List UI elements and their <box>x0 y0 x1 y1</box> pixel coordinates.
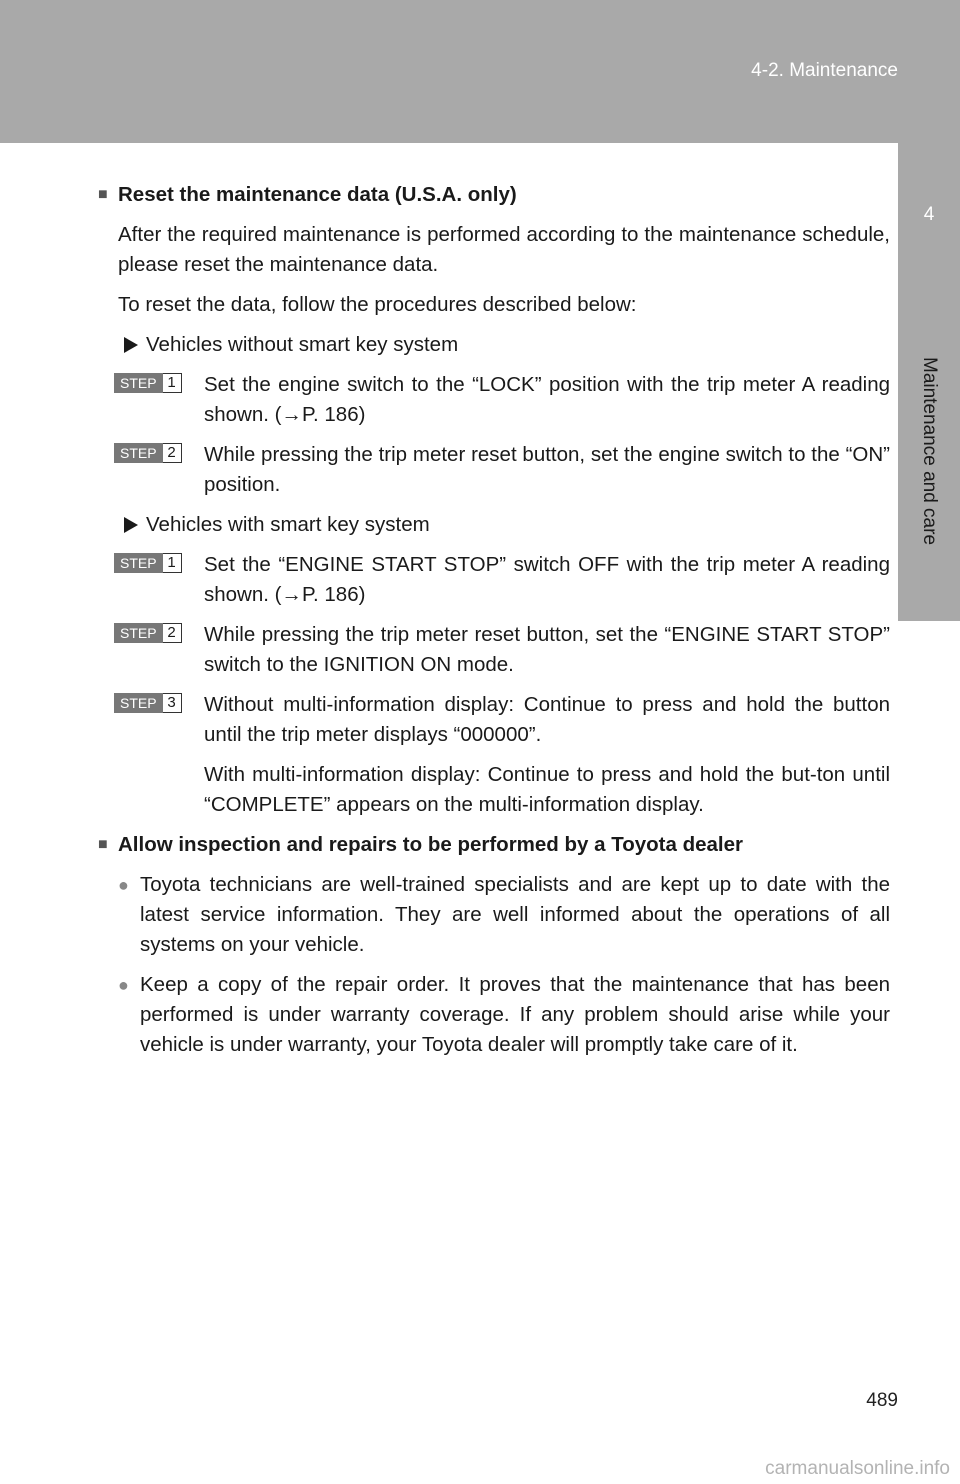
step-text: Without multi-information display: Continue to press and hold the button until the trip meter displays “000000”. <box>204 693 890 746</box>
step-badge: STEP 1 <box>114 553 182 573</box>
step-text: Set the engine switch to the “LOCK” position with the trip meter A reading shown. (→P. 186) <box>204 373 890 426</box>
section1-intro: After the required maintenance is performed according to the maintenance schedule, please reset the maintenance data. <box>118 223 890 276</box>
page-content <box>98 180 890 1070</box>
step-text: Set the “ENGINE START STOP” switch OFF with the trip meter A reading shown. (→P. 186) <box>204 553 890 606</box>
group1-step-1 <box>120 370 890 430</box>
step-text: While pressing the trip meter reset button, set the engine switch to the “ON” position. <box>204 443 890 496</box>
section-title: 4-2. Maintenance <box>751 60 898 81</box>
page-number: 489 <box>866 1390 898 1411</box>
step-badge: STEP 3 <box>114 693 182 713</box>
group2-step-1 <box>120 550 890 610</box>
group1-title: Vehicles without smart key system <box>146 330 890 360</box>
watermark: carmanualsonline.info <box>765 1458 950 1479</box>
chapter-label: Maintenance and care <box>919 356 940 546</box>
arrow-right-icon <box>124 337 138 353</box>
page-header <box>0 0 960 143</box>
list-item: ● Keep a copy of the repair order. It proves that the maintenance that has been performed is under warranty coverage. If any problem should arise while your vehicle is under warranty, your Toyota dealer will promptly take care of it. <box>140 970 890 1060</box>
group1-step-2 <box>120 440 890 500</box>
step-badge: STEP 2 <box>114 443 182 463</box>
step-text: While pressing the trip meter reset button, set the “ENGINE START STOP” switch to the IGNITION ON mode. <box>204 623 890 676</box>
arrow-right-icon <box>124 517 138 533</box>
step-badge: STEP 1 <box>114 373 182 393</box>
section2-heading: ■ Allow inspection and repairs to be performed by a Toyota dealer <box>98 830 890 860</box>
chapter-number: 4 <box>898 143 960 281</box>
step-text-2: With multi-information display: Continue to press and hold the but-ton until “COMPLETE” appears on the multi-information display. <box>204 763 890 816</box>
section1-instruction: To reset the data, follow the procedures described below: <box>118 293 637 316</box>
step-badge: STEP 2 <box>114 623 182 643</box>
group2-step-3 <box>120 690 890 820</box>
group2-step-2 <box>120 620 890 680</box>
section1-heading: ■ Reset the maintenance data (U.S.A. only) <box>98 180 890 210</box>
chapter-label-box <box>898 281 960 621</box>
list-item: ● Toyota technicians are well-trained specialists and are kept up to date with the latest service information. They are well informed about the operations of all systems on your vehicle. <box>140 870 890 960</box>
group2-title: Vehicles with smart key system <box>146 510 890 540</box>
chapter-tab <box>898 143 960 1484</box>
